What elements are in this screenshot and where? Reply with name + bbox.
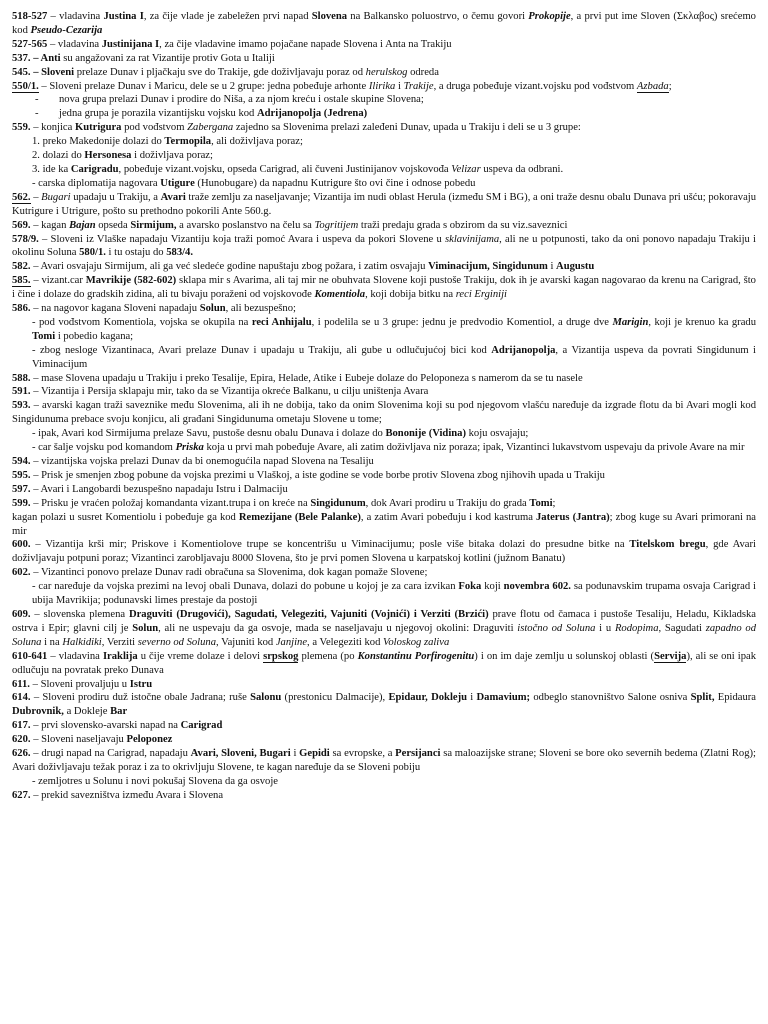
- text-run: Bononije (Vidina): [385, 428, 466, 440]
- text-run: – Prisk je smenjen zbog pobune da vojska prezimi u Vlaškoj, a iste godine se vode borbe protiv Slovena zbog njihovih upada u Trakiju: [30, 469, 605, 481]
- timeline-entry: [12, 483, 756, 497]
- text-run: , a Vizantija uspeva da povrati Singidunum i Viminacijum: [32, 344, 756, 370]
- text-run: 591.: [12, 386, 31, 398]
- text-run: Foka: [458, 581, 482, 593]
- text-run: Utigure: [160, 177, 195, 189]
- text-run: 585.: [12, 275, 31, 287]
- text-run: – Sloveni naseljavaju: [30, 734, 127, 746]
- text-run: 600.: [12, 539, 31, 551]
- sub-note: [12, 177, 756, 191]
- text-run: Azbada: [636, 80, 669, 92]
- text-run: 617.: [12, 720, 31, 732]
- text-run: – vladavina: [47, 11, 104, 22]
- timeline-entry: [12, 497, 756, 511]
- timeline-entry: [12, 52, 756, 66]
- text-run: , koji je krenuo ka gradu: [648, 316, 756, 328]
- text-run: i doživljava poraz;: [131, 150, 213, 162]
- text-run: , Vajuniti kod: [216, 636, 276, 648]
- text-run: 578/9.: [12, 233, 39, 245]
- item-number: 2.: [32, 150, 40, 162]
- text-run: traži predaju grada s obzirom da su viz.saveznici: [358, 219, 568, 231]
- bullet-item: [12, 93, 756, 107]
- text-run: Hersonesa: [84, 150, 132, 162]
- text-run: – Vizantinci ponovo prelaze Dunav radi obračuna sa Slovenima, dok kagan pomaže Slovene;: [30, 567, 428, 579]
- text-run: – Prisku je vraćen položaj komandanta vizant.trupa i on kreće na: [30, 497, 311, 509]
- text-run: – Sloveni prelaze Dunav i Maricu, dele se u 2 grupe: jedna pobeđuje arhonte: [38, 80, 369, 92]
- text-run: 588.: [12, 372, 31, 384]
- text-run: Priska: [175, 442, 204, 454]
- text-run: Voloskog zaliva: [383, 636, 450, 648]
- text-run: ), ali se oni ipak odlučuju na povratak preko Dunava: [12, 650, 756, 676]
- text-run: Carigradu: [70, 163, 119, 175]
- text-run: 594.: [12, 456, 31, 467]
- text-run: i pobedio kagana;: [55, 330, 134, 342]
- text-run: i: [395, 80, 404, 92]
- text-run: koji: [481, 581, 504, 593]
- text-run: – Sloveni iz Vlaške napadaju Vizantiju koja traži pomoć Avara i uspeva da pokori Slovene u: [38, 233, 445, 245]
- text-run: 550/1.: [12, 80, 39, 92]
- text-run: Split,: [690, 692, 715, 704]
- text-run: 586.: [12, 303, 31, 315]
- text-run: dolazi do: [42, 150, 85, 162]
- text-run: – drugi napad na Carigrad, napadaju: [30, 748, 191, 760]
- text-run: herulskog: [365, 66, 408, 78]
- text-run: istočno od Soluna: [517, 622, 596, 634]
- text-run: Damavium;: [476, 692, 531, 704]
- text-run: Togritijem: [314, 219, 359, 231]
- text-run: odreda: [407, 66, 439, 78]
- text-run: 610-641: [12, 650, 48, 662]
- text-run: – mase Slovena upadaju u Trakiju i preko Tesalije, Epira, Helade, Atike i Eubeje dolaze do Peloponeza s namerom da se tu nasele: [30, 372, 583, 384]
- timeline-entry: [12, 385, 756, 399]
- text-run: prave flotu od čamaca i pustoše Tesaliju, Heladu, Kikladska ostrva i Epir; glavni cilj je: [12, 608, 756, 634]
- text-run: Epidaur, Dokleju: [388, 692, 468, 704]
- text-run: – kagan: [30, 219, 70, 231]
- text-run: 595.: [12, 469, 31, 481]
- text-run: srpskog: [263, 650, 299, 662]
- text-run: Mavrikije (582-602): [85, 275, 177, 287]
- text-run: traže zemlju za naseljavanje; Vizantija im nudi oblast Herula (između SM i BG), a oni traže desnu obalu Dunava pri ušću; pokoravaju Kutrigure i Utrigure, pošto su prethodno pokorili Ante 560.g.: [12, 191, 757, 217]
- text-run: reci Erginiji: [455, 289, 507, 301]
- text-run: Servija: [654, 650, 687, 662]
- sub-note: [12, 775, 756, 789]
- text-run: 602.: [12, 567, 31, 579]
- text-run: Komentiola: [314, 289, 366, 301]
- text-run: a Dokleje: [63, 706, 111, 718]
- timeline-entry: [12, 66, 756, 80]
- text-run: Iraklija: [102, 650, 138, 662]
- text-run: – prvi slovensko-avarski napad na: [30, 720, 181, 732]
- text-run: 545. – Sloveni: [12, 66, 75, 78]
- text-run: zajedno sa Slovenima prelazi zaleđeni Dunav, upada u Trakiju i deli se u 3 grupe:: [233, 122, 581, 134]
- text-run: 614.: [12, 692, 31, 704]
- text-run: , a prvi put ime Sloven (Σκλαβος) srećemo kod: [12, 11, 756, 36]
- timeline-entry: [12, 650, 756, 678]
- text-run: , i podelila se u 3 grupe: jednu je predvodio Komentiol, a druge dve: [311, 316, 613, 328]
- text-run: – Sloveni prodiru duž istočne obale Jadrana; ruše: [30, 692, 251, 704]
- text-run: ; zbog kuge su Avari primorani na mir: [12, 511, 756, 537]
- text-run: Remezijane (Bele Palanke): [238, 511, 361, 523]
- text-run: , dok Avari prodiru u Trakiju do grada: [365, 497, 530, 509]
- text-run: i u: [595, 622, 615, 634]
- text-run: i: [467, 692, 477, 704]
- text-run: , ali ne u potpunosti, tako da oni ponovo napadaju Trakiju i okolinu Soluna: [12, 233, 756, 259]
- text-run: – Sloveni provaljuju u: [29, 678, 130, 690]
- text-run: 580/1.: [79, 247, 106, 259]
- text-run: , za čije vlade je zabeležen prvi napad: [143, 11, 312, 22]
- timeline-entry: [12, 80, 756, 94]
- text-run: Justinijana I: [101, 38, 160, 50]
- text-run: Avari, Sloveni, Bugari: [190, 748, 291, 760]
- text-run: plemena (po: [298, 650, 358, 662]
- text-run: - pod vođstvom Komentiola, vojska se okupila na: [32, 316, 252, 328]
- text-run: Istru: [129, 678, 153, 690]
- timeline-entry: [12, 455, 756, 469]
- bullet-item: [12, 107, 756, 121]
- text-run: – avarski kagan traži saveznike među Slovenima, ali ih ne dobija, tako da onim Slovenima koji su pod njegovom vlašću naređuje da izgrade flotu da bi Avari mogli kod Singidunuma prebace svoju konjicu, ali građani Singidunuma ometaju Slovene u tome;: [12, 400, 756, 426]
- text-run: Kutrigura: [74, 122, 122, 134]
- text-run: Viminacijum, Singidunum: [428, 261, 548, 273]
- text-run: – prekid savezništva između Avara i Slovena: [30, 789, 224, 801]
- text-run: Epidaura: [714, 692, 756, 704]
- text-run: Marigin: [612, 316, 649, 328]
- text-run: koja u prvi mah pobeđuje Avare, ali zatim doživljava niz poraza; ipak, Vizantinci lukavstvom uspevaju da privole Avare na mir: [203, 442, 745, 454]
- text-run: 583/4.: [166, 247, 193, 259]
- text-run: , a zatim Avari pobeđuju i kod kastruma: [360, 511, 536, 523]
- text-run: - car šalje vojsku pod komandom: [32, 442, 176, 454]
- text-run: a avarsko poslanstvo na čelu sa: [176, 219, 315, 231]
- text-run: , ali doživljava poraz;: [211, 136, 303, 148]
- text-run: Termopila: [164, 136, 212, 148]
- text-run: sklavinijama: [445, 233, 500, 245]
- text-run: - zemljotres u Solunu i novi pokušaj Slovena da ga osvoje: [32, 775, 278, 787]
- text-run: Halkidiki: [62, 636, 102, 648]
- text-run: Carigrad: [180, 720, 223, 732]
- text-run: , pobeđuje vizant.vojsku, opseda Carigrad, ali čuveni Justinijanov vojskovođa: [118, 163, 452, 175]
- timeline-entry: [12, 538, 756, 566]
- text-run: reci Anhijalu: [251, 316, 312, 328]
- text-run: Bajan: [69, 219, 96, 231]
- text-run: 562.: [12, 191, 31, 203]
- text-run: Avari: [160, 191, 186, 203]
- text-run: 627.: [12, 789, 31, 801]
- text-run: – vladavina: [47, 38, 102, 50]
- text-run: Bar: [110, 706, 128, 718]
- text-run: upadaju u Trakiju, a: [70, 191, 161, 203]
- timeline-entry: [12, 233, 756, 261]
- timeline-entry: [12, 747, 756, 775]
- timeline-entry: [12, 260, 756, 274]
- timeline-entry: [12, 121, 756, 135]
- item-number: 1.: [32, 136, 40, 148]
- text-run: preko Makedonije dolazi do: [42, 136, 165, 148]
- text-run: – Vizantija i Persija sklapaju mir, tako da se Vizantija okreće Balkanu, u cilju uništenja Avara: [30, 386, 429, 398]
- text-run: Draguviti (Drugovići), Sagudati, Velegeziti, Vajuniti (Vojnići) i Verziti (Brzići): [128, 608, 489, 620]
- text-run: uspeva da odbrani.: [480, 163, 564, 175]
- text-run: na Balkansko poluostrvo, o čemu govori: [347, 11, 529, 22]
- text-run: 597.: [12, 483, 31, 495]
- text-run: severno od Soluna: [137, 636, 217, 648]
- text-run: ;: [552, 497, 556, 509]
- text-run: (prestonicu Dalmacije),: [281, 692, 389, 704]
- text-run: 599.: [12, 497, 31, 509]
- text-run: i: [547, 261, 557, 273]
- text-run: i na: [41, 636, 63, 648]
- timeline-entry: [12, 511, 756, 539]
- text-run: sa maloazijske strane; Sloveni se bore oko severnih bedema (Zlatni Rog); Avari doživljavaju težak poraz i za to okrivljuju Slovene, te kagan naređuje da se Sloveni pobiju: [12, 748, 756, 773]
- text-run: , Verziti: [101, 636, 138, 648]
- text-run: jedna grupa je porazila vizantijsku vojsku kod: [59, 108, 257, 120]
- text-run: Slovena: [311, 11, 348, 22]
- text-run: , a Velegeziti kod: [307, 636, 384, 648]
- text-run: prelaze Dunav i pljačkaju sve do Trakije, gde doživljavaju poraz od: [74, 66, 366, 78]
- text-run: , a druga pobeđuje vizant.vojsku pod vođstvom: [433, 80, 637, 92]
- text-run: – vizantijska vojska prelazi Dunav da bi onemogućila napad Slovena na Tesaliju: [30, 456, 374, 467]
- text-run: Bugari: [41, 191, 71, 203]
- text-run: Pseudo-Cezarija: [30, 24, 103, 36]
- text-run: – slovenska plemena: [30, 608, 129, 620]
- text-run: Salonu: [250, 692, 282, 704]
- text-run: – Avari i Langobardi bezuspešno napadaju Istru i Dalmaciju: [30, 483, 288, 495]
- text-run: su angažovani za rat Vizantije protiv Gota u Italiji: [60, 52, 275, 64]
- text-run: – konjica: [30, 122, 75, 134]
- timeline-entry: [12, 399, 756, 427]
- text-run: 620.: [12, 734, 31, 746]
- text-run: – na nagovor kagana Sloveni napadaju: [30, 303, 200, 315]
- timeline-entry: [12, 38, 756, 52]
- timeline-entry: [12, 191, 756, 219]
- text-run: Singidunum: [310, 497, 366, 509]
- text-run: Gepidi: [299, 748, 330, 760]
- text-run: i tu ostaju do: [105, 247, 167, 259]
- text-run: – vladavina: [47, 650, 103, 662]
- sub-note: [12, 441, 756, 455]
- text-run: 582.: [12, 261, 31, 273]
- text-run: - carska diplomatija nagovara: [32, 177, 161, 189]
- timeline-entry: [12, 691, 756, 719]
- bullet-marker: -: [35, 108, 39, 120]
- text-run: Rodopima: [614, 622, 659, 634]
- sub-note: [12, 427, 756, 441]
- timeline-entry: [12, 719, 756, 733]
- text-run: Velizar: [451, 163, 481, 175]
- text-run: – Vizantija krši mir; Priskove i Komentiolove trupe se koncentrišu u Viminacijumu; posle više bitaka dolazi do presudne bitke na: [30, 539, 630, 551]
- text-run: , ali bezuspešno;: [225, 303, 296, 315]
- sub-note: [12, 580, 756, 608]
- text-run: , gde Avari doživljavaju potpuni poraz; Vizantinci zarobljavaju 8000 Slovena, što je prvi pomen Slovena u karpatskoj kotlini (južnom Banatu): [12, 539, 756, 565]
- text-run: 537. – Anti: [12, 52, 61, 64]
- text-run: ;: [668, 80, 672, 92]
- text-run: Adrijanopolja (Jedrena): [257, 108, 368, 120]
- item-number: 3.: [32, 163, 40, 175]
- text-run: Prokopije: [528, 11, 571, 22]
- text-run: Solun: [132, 622, 159, 634]
- text-run: Peloponez: [126, 734, 173, 746]
- timeline-entry: [12, 678, 756, 692]
- numbered-item: [12, 135, 756, 149]
- text-run: Dubrovnik,: [12, 706, 64, 718]
- text-run: 611.: [12, 678, 30, 690]
- text-run: , koji dobija bitku na: [365, 289, 456, 301]
- text-run: ) i on im daje zemlju u solunskoj oblasti (: [474, 650, 655, 662]
- text-run: zapadno od Soluna: [12, 622, 757, 648]
- text-run: Augustu: [556, 261, 595, 273]
- text-run: Trakije: [403, 80, 434, 92]
- text-run: Persijanci: [395, 748, 441, 760]
- text-run: sa evropske, a: [329, 748, 396, 760]
- text-run: - ipak, Avari kod Sirmijuma prelaze Savu, pustoše desnu obalu Dunava i dolaze do: [32, 428, 386, 440]
- text-run: kagan polazi u susret Komentiolu i pobeđuje ga kod: [12, 511, 239, 523]
- text-run: u čije vreme dolaze i delovi: [137, 650, 264, 662]
- text-run: (Hunobugare) da napadnu Kutrigure što ovi čine i odnose pobedu: [194, 177, 476, 189]
- text-run: i: [290, 748, 300, 760]
- text-run: Justina I: [103, 11, 144, 22]
- text-run: odbeglo stanovništvo Salone osniva: [530, 692, 691, 704]
- timeline-entry: [12, 372, 756, 386]
- text-run: 518-527: [12, 11, 48, 22]
- text-run: pod vođstvom: [121, 122, 188, 134]
- text-run: sklapa mir s Avarima, ali taj mir ne obuhvata Slovene koji pustoše Trakiju, dok ih je avarski kagan nagovarao da krenu na Carigrad, što i čine i dolaze do gradskih zidina, ali tu bivaju poraženi od vojskovođe: [12, 275, 756, 301]
- numbered-item: [12, 149, 756, 163]
- text-run: Konstantinu Porfirogenitu: [357, 650, 475, 662]
- timeline-entry: [12, 733, 756, 747]
- text-run: opseda: [95, 219, 131, 231]
- text-run: nova grupa prelazi Dunav i prodire do Niša, a za njom kreću i ostale skupine Slovena;: [59, 94, 424, 106]
- text-run: , ali ne uspevaju da ga osvoje, mada se naseljavaju u njegovoj okolini: Draguviti: [158, 622, 518, 634]
- text-run: – Avari osvajaju Sirmijum, ali ga već sledeće godine napuštaju zbog požara, i zatim osvajaju: [30, 261, 429, 273]
- text-run: – vizant.car: [30, 275, 86, 287]
- text-run: koju osvajaju;: [465, 428, 529, 440]
- text-run: 527-565: [12, 38, 48, 50]
- text-run: 569.: [12, 219, 31, 231]
- timeline-entry: [12, 469, 756, 483]
- timeline-entry: [12, 219, 756, 233]
- text-run: - car naređuje da vojska prezimi na levoj obali Dunava, dolazi do pobune u kojoj je za cara izvikan: [32, 581, 459, 593]
- text-run: Jaterus (Jantra): [535, 511, 610, 523]
- timeline-entry: [12, 302, 756, 316]
- timeline-entry: [12, 10, 756, 38]
- text-run: 609.: [12, 608, 31, 620]
- text-run: Titelskom bregu: [629, 539, 706, 551]
- sub-note: [12, 316, 756, 344]
- text-run: Tomi: [32, 330, 56, 342]
- text-run: Solun: [199, 303, 226, 315]
- text-run: Tomi: [529, 497, 553, 509]
- bullet-marker: -: [35, 94, 39, 106]
- text-run: sa podunavskim trupama osvaja Carigrad i ubija Mavrikija; podunavski limes prestaje da postoji: [32, 581, 756, 607]
- text-run: 626.: [12, 748, 31, 760]
- timeline-entry: [12, 608, 756, 650]
- numbered-item: [12, 163, 756, 177]
- timeline-entry: [12, 274, 756, 302]
- sub-note: [12, 344, 756, 372]
- text-run: ide ka: [42, 163, 71, 175]
- timeline-entry: [12, 789, 756, 803]
- text-run: Adrijanopolja: [491, 344, 556, 356]
- timeline-entry: [12, 566, 756, 580]
- text-run: 559.: [12, 122, 31, 134]
- text-run: –: [30, 191, 42, 203]
- text-run: 593.: [12, 400, 31, 412]
- text-run: Sirmijum,: [130, 219, 177, 231]
- text-run: Janjine: [275, 636, 308, 648]
- text-run: , Sagudati: [658, 622, 706, 634]
- text-run: , za čije vladavine imamo pojačane napade Slovena i Anta na Trakiju: [159, 38, 452, 50]
- text-run: Zabergana: [187, 122, 234, 134]
- text-run: - zbog nesloge Vizantinaca, Avari prelaze Dunav i upadaju u Trakiju, ali gube u odlučujućoj bici kod: [32, 344, 492, 356]
- text-run: Ilirika: [368, 80, 396, 92]
- text-run: novembra 602.: [503, 581, 571, 593]
